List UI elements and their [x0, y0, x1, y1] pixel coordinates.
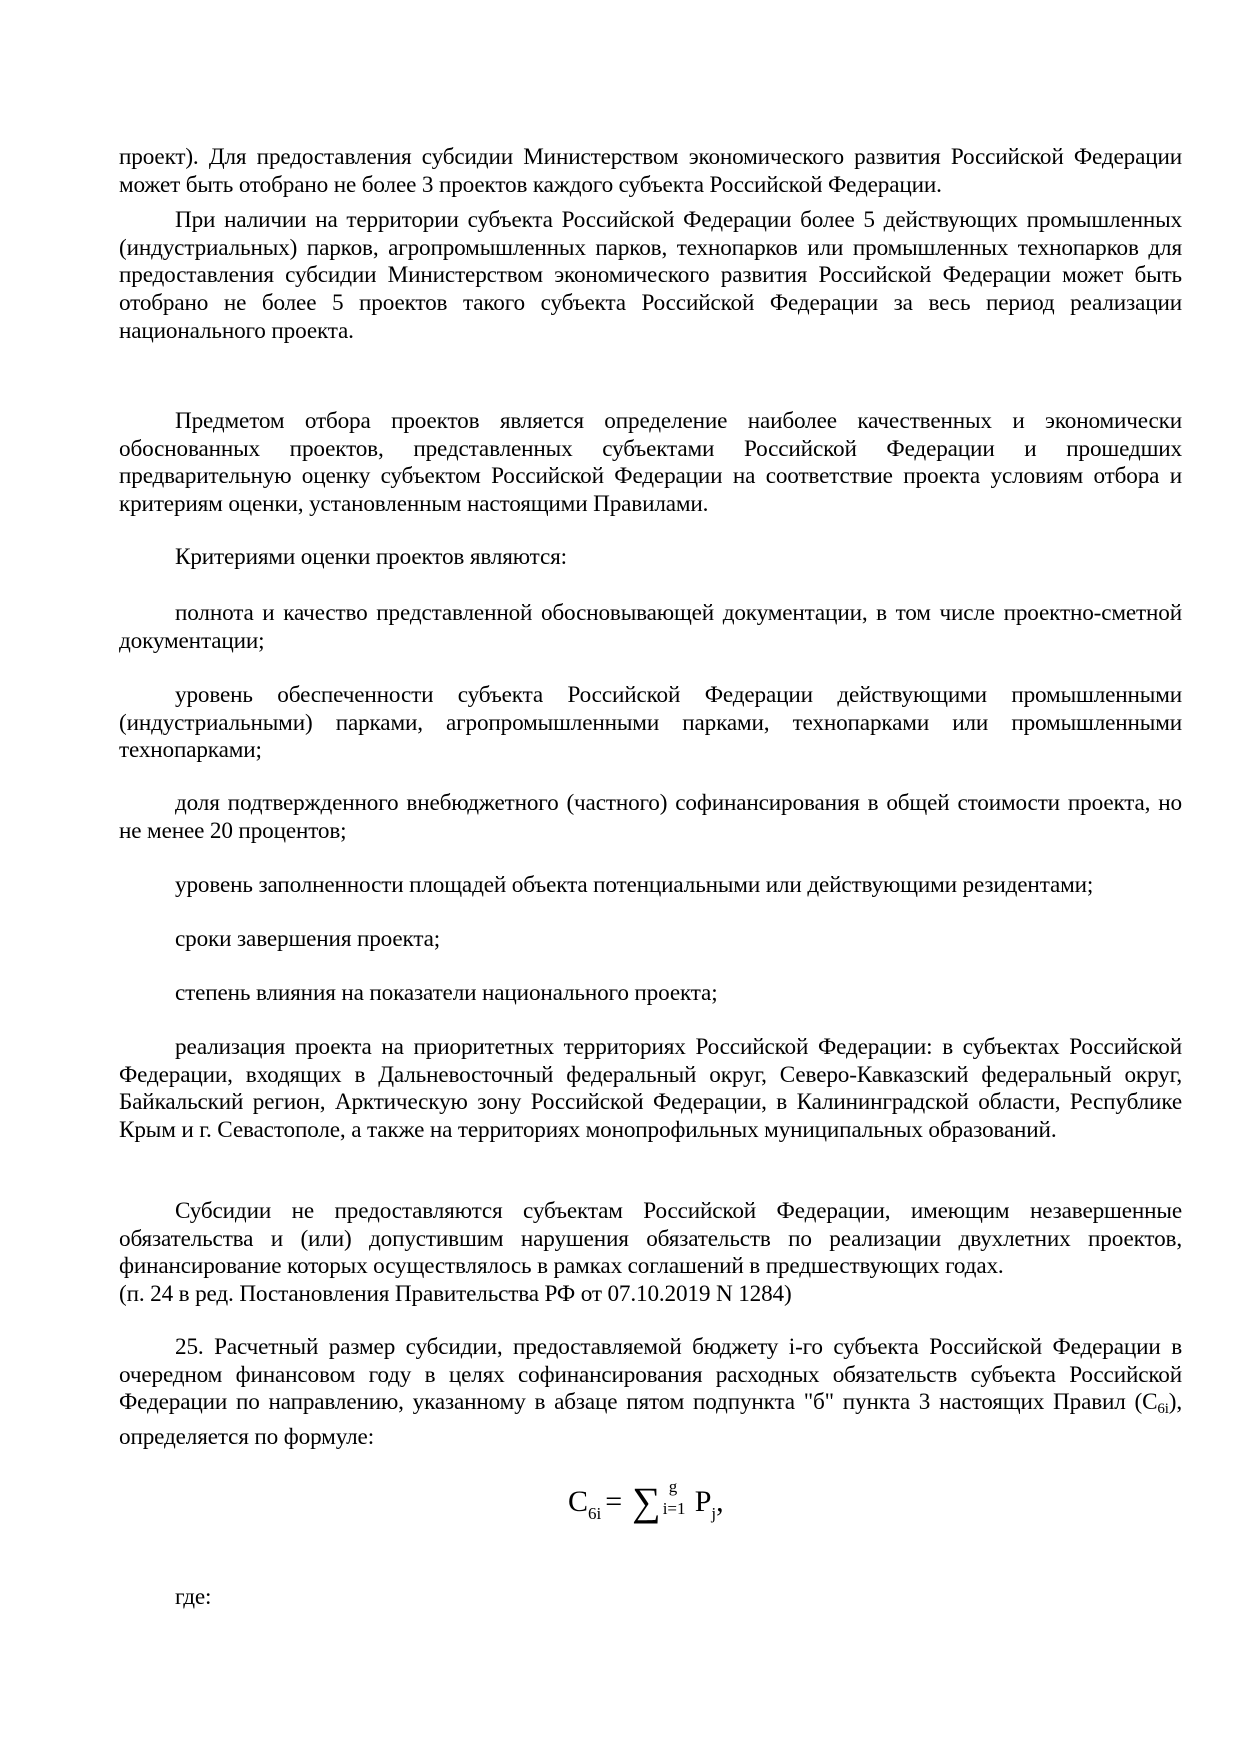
- paragraph-text: При наличии на территории субъекта Российской Федерации более 5 действующих промышленных (индустриальных) парков, агропромышленных парков, технопарков или промышленных технопарков для предоставления субсидии Министерством экономического развития Российской Федерации может быть отобрано не более 5 проектов такого субъекта Российской Федерации за весь период реализации национального проекта.: [119, 207, 1182, 344]
- sum-limits: [662, 1477, 695, 1522]
- formula-lhs: C: [568, 1485, 589, 1518]
- criterion-text: уровень заполненности площадей объекта потенциальными или действующими резидентами;: [175, 872, 1094, 898]
- criterion-item: [119, 600, 1182, 655]
- criterion-text: степень влияния на показатели национального проекта;: [175, 980, 718, 1006]
- sum-lower-limit: i=1: [662, 1499, 686, 1518]
- where-label-block: [119, 1584, 1182, 1612]
- amendment-note: (п. 24 в ред. Постановления Правительства РФ от 07.10.2019 N 1284): [119, 1281, 792, 1308]
- sum-upper-limit: g: [668, 1477, 678, 1496]
- formula-term-subscript: j: [711, 1504, 717, 1523]
- formula-equals: =: [605, 1485, 623, 1518]
- criterion-item: [119, 926, 1182, 954]
- where-label: где:: [175, 1584, 212, 1610]
- criterion-item: [119, 790, 1182, 845]
- criterion-item: [119, 682, 1182, 765]
- criterion-text: полнота и качество представленной обосновывающей документации, в том числе проектно-сметной документации;: [119, 600, 1182, 654]
- paragraph-no-subsidy: [119, 1198, 1182, 1309]
- sum-icon: ∑: [632, 1479, 661, 1524]
- paragraph-text: проект). Для предоставления субсидии Министерством экономического развития Российской Федерации может быть отобрано не более 3 проектов каждого субъекта Российской Федерации.: [119, 144, 1182, 198]
- paragraph-continuation: [119, 144, 1182, 199]
- clause-25-symbol-subscript: 6i: [1157, 1401, 1169, 1418]
- criterion-text: доля подтвержденного внебюджетного (частного) софинансирования в общей стоимости проекта, но не менее 20 процентов;: [119, 790, 1182, 844]
- paragraph-criteria-intro: [119, 544, 1182, 572]
- clause-25: [119, 1334, 1182, 1452]
- criterion-item-priority-territories: [119, 1034, 1182, 1145]
- paragraph-more-than-5-parks: [119, 207, 1182, 346]
- subsidy-formula: [568, 1477, 724, 1534]
- criterion-item: [119, 872, 1182, 900]
- paragraph-text: Предметом отбора проектов является определение наиболее качественных и экономически обоснованных проектов, представленных субъектами Российской Федерации и прошедших предварительную оценку субъектом Российской Федерации на соответствие проекта условиям отбора и критериям оценки, установленным настоящими Правилами.: [119, 408, 1182, 518]
- criterion-item: [119, 980, 1182, 1008]
- clause-25-text-before: 25. Расчетный размер субсидии, предоставляемой бюджету i-го субъекта Российской Федерации в очередном финансовом году в целях софинансирования расходных обязательств субъекта Российской Федерации по направлению, указанному в абзаце пятом подпункта "б" пункта 3 настоящих Правил (C: [119, 1334, 1182, 1416]
- formula-trailing-comma: ,: [716, 1485, 724, 1518]
- paragraph-text: Критериями оценки проектов являются:: [175, 544, 567, 570]
- criterion-text: реализация проекта на приоритетных территориях Российской Федерации: в субъектах Российской Федерации, входящих в Дальневосточный федеральный округ, Северо-Кавказский федеральный округ, Байкальский регион, Арктическую зону Российской Федерации, в Калининградской области, Республике Крым и г. Севастополе, а также на территориях монопрофильных муниципальных образований.: [119, 1034, 1182, 1144]
- formula-term: P: [694, 1485, 712, 1518]
- criterion-text: уровень обеспеченности субъекта Российской Федерации действующими промышленными (индустриальными) парками, агропромышленными парками, технопарками или промышленными технопарками;: [119, 682, 1182, 764]
- paragraph-subject-of-selection: [119, 408, 1182, 519]
- formula-lhs-subscript: 6i: [588, 1504, 602, 1523]
- criterion-text: сроки завершения проекта;: [175, 926, 441, 952]
- clause-25-text: [119, 1334, 1182, 1452]
- clause-25-text-after: ), определяется по формуле:: [119, 1389, 1182, 1451]
- paragraph-text: Субсидии не предоставляются субъектам Российской Федерации, имеющим незавершенные обязательства и (или) допустившим нарушения обязательств по реализации двухлетних проектов, финансирование которых осуществлялось в рамках соглашений в предшествующих годах.: [119, 1198, 1182, 1280]
